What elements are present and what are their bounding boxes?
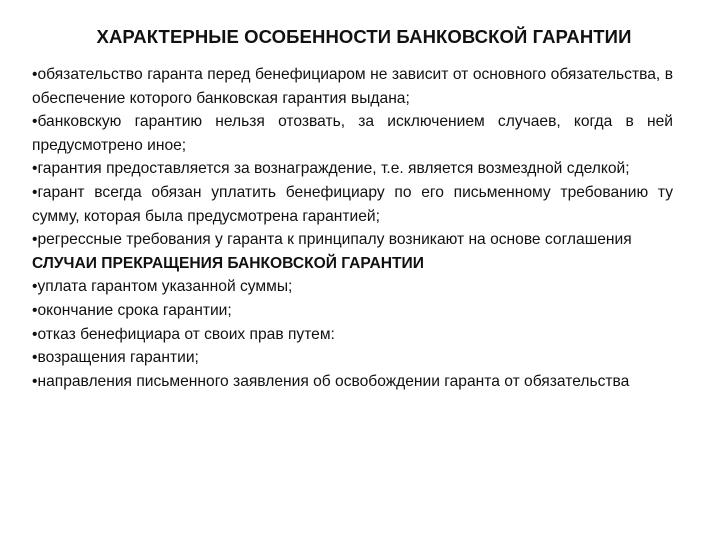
termination-heading: СЛУЧАИ ПРЕКРАЩЕНИЯ БАНКОВСКОЙ ГАРАНТИИ: [32, 254, 424, 272]
feature-item: •регрессные требования у гаранта к принципалу возникают на основе соглашения: [32, 231, 632, 249]
termination-item: •возращения гарантии;: [32, 349, 199, 367]
feature-item: •гарантия предоставляется за вознаграждение, т.е. является возмездной сделкой;: [32, 160, 630, 178]
slide-title: ХАРАКТЕРНЫЕ ОСОБЕННОСТИ БАНКОВСКОЙ ГАРАНТИИ: [96, 26, 632, 47]
termination-item: •отказ бенефициара от своих прав путем:: [32, 325, 335, 343]
slide-content: [32, 63, 673, 393]
termination-item: •уплата гарантом указанной суммы;: [32, 278, 293, 296]
termination-item: •окончание срока гарантии;: [32, 301, 232, 319]
feature-item: •обязательство гаранта перед бенефициаром не зависит от основного обязательства, в обеспечение которого банковская гарантия выдана;: [32, 66, 673, 107]
termination-item: •направления письменного заявления об освобождении гаранта от обязательства: [32, 372, 630, 390]
feature-item: •банковскую гарантию нельзя отозвать, за исключением случаев, когда в ней предусмотрено иное;: [32, 113, 673, 154]
feature-item: •гарант всегда обязан уплатить бенефициару по его письменному требованию ту сумму, которая была предусмотрена гарантией;: [32, 183, 673, 225]
